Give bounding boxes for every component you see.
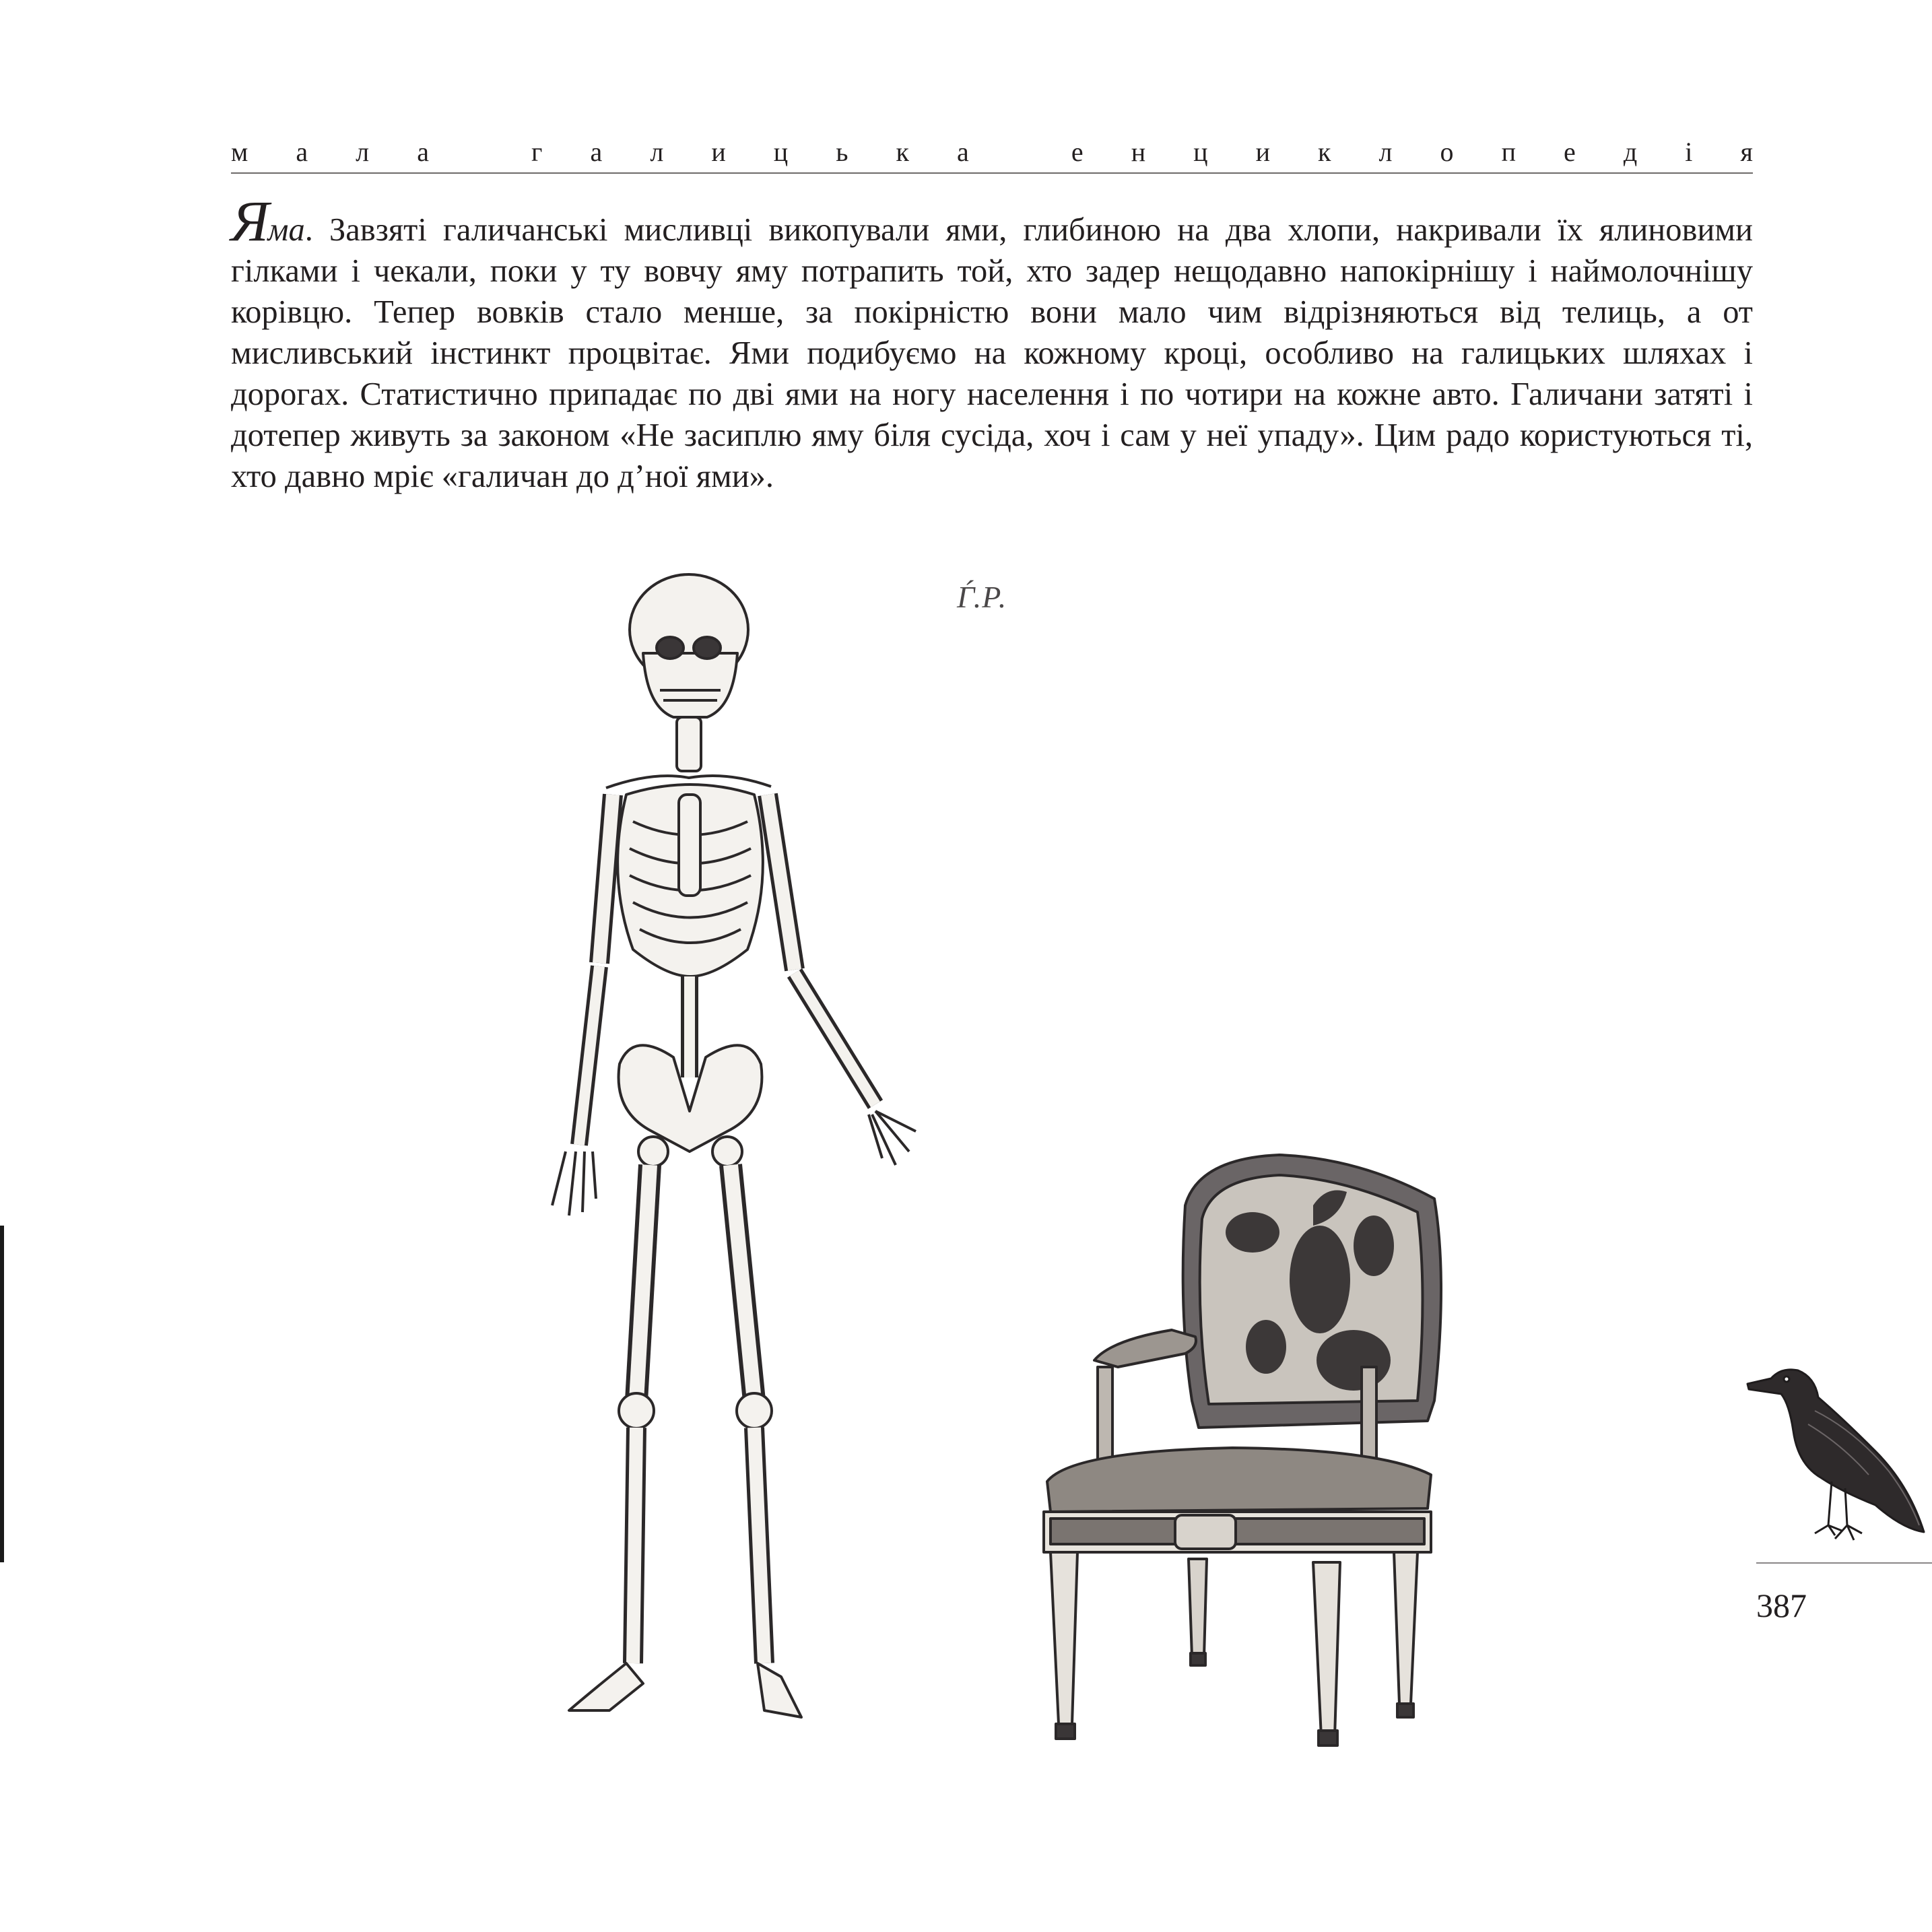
running-head-letter: к [896, 136, 909, 167]
running-head-letter: м [231, 136, 248, 167]
running-head-letter: і [1685, 136, 1693, 167]
header-rule [231, 172, 1753, 174]
running-head-letter [477, 136, 484, 168]
running-head-letter: л [356, 136, 370, 167]
encyclopedia-entry [231, 189, 1753, 497]
raven-illustration [1741, 1357, 1929, 1559]
running-head-letter: л [1378, 136, 1393, 167]
running-head-letter: г [531, 136, 543, 167]
running-head-letter [1017, 136, 1024, 168]
running-head-letter: ц [773, 136, 789, 167]
running-head-letter: ц [1193, 136, 1208, 167]
entry-body: . Завзяті галичанські мисливці викопували ями, глибиною на два хлопи, накривали їх ялиновими гілками і чекали, поки у ту вовчу яму потрапить той, хто задер нещодавно напокірнішу і наймолочнішу корівцю. Тепер вовків стало менше, за покірністю вони мало чим відрізняються від телиць, а от мисливський інстинкт процвітає. Ями подибуємо на кожному кроці, особливо на галицьких шляхах і дорогах. Статистично припадає по дві ями на ногу населення і по чотири на кожне авто. Галичани затяті і дотепер живуть за законом «Не засиплю яму біля сусіда, хоч і сам у неї упаду». Цим радо користуються ті, хто давно мріє «галичан до д’ної ями». [231, 212, 1753, 494]
running-head-letter: ь [836, 136, 848, 167]
page-number: 387 [1756, 1587, 1807, 1624]
author-signature: Ѓ.Р. [958, 580, 1007, 614]
running-head-letter: н [1131, 136, 1146, 167]
running-head-letter: о [1440, 136, 1454, 167]
running-head-letter: а [590, 136, 603, 167]
armchair-illustration [1030, 1145, 1448, 1751]
running-head-letter: а [957, 136, 969, 167]
running-head-letter: и [1255, 136, 1270, 167]
running-head-letter: е [1071, 136, 1084, 167]
running-head-letter: е [1564, 136, 1576, 167]
headword-capital: Я [231, 189, 268, 253]
running-head-letter: а [417, 136, 429, 167]
running-head-letter: и [711, 136, 726, 167]
running-head-letter: п [1501, 136, 1516, 167]
running-head-letter: я [1740, 136, 1753, 167]
page-number-rule [1756, 1562, 1932, 1564]
page-edge-mark [0, 1226, 4, 1562]
running-head-letter: а [296, 136, 308, 167]
running-head [231, 135, 1753, 168]
running-head-letter: к [1318, 136, 1331, 167]
running-head-letter: д [1623, 136, 1638, 167]
headword-rest: ма [267, 212, 305, 248]
running-head-letter: л [650, 136, 664, 167]
skeleton-illustration [498, 572, 1010, 1758]
